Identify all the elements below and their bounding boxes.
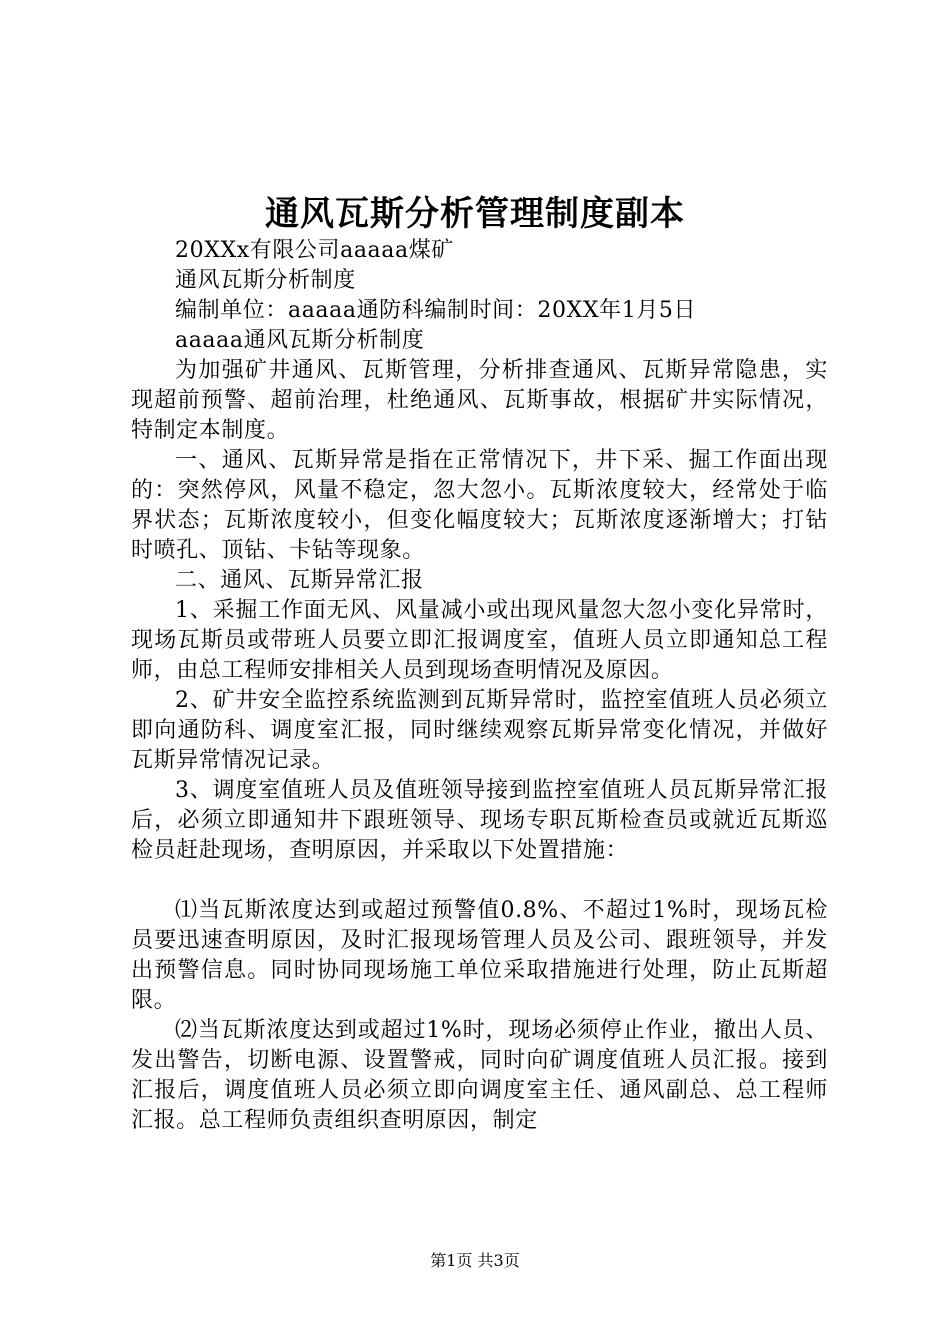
document-title: 通风瓦斯分析管理制度副本 [265,194,685,234]
paragraph-item-3: 3、调度室值班人员及值班领导接到监控室值班人员瓦斯异常汇报后，必须立即通知井下跟班领导、现场专职瓦斯检查员或就近瓦斯巡检员赶赴现场，查明原因，并采取以下处置措施： [131,778,828,863]
paragraph-item-2: 2、矿井安全监控系统监测到瓦斯异常时，监控室值班人员必须立即向通防科、调度室汇报，同时继续观察瓦斯异常变化情况，并做好瓦斯异常情况记录。 [131,688,828,773]
paragraph-section-1: 一、通风、瓦斯异常是指在正常情况下，井下采、掘工作面出现的：突然停风，风量不稳定，忽大忽小。瓦斯浓度较大，经常处于临界状态；瓦斯浓度较小，但变化幅度较大；瓦斯浓度逐渐增大；打钻时喷孔、顶钻、卡钻等现象。 [131,448,828,563]
paragraph-measure-2: ⑵当瓦斯浓度达到或超过1%时，现场必须停止作业，撤出人员、发出警告，切断电源、设置警戒，同时向矿调度值班人员汇报。接到汇报后，调度值班人员必须立即向调度室主任、通风副总、总工程师汇报。总工程师负责组织查明原因，制定 [131,1018,828,1133]
header-line-compiler: 编制单位：aaaaa通防科编制时间：20XX年1月5日 [175,298,697,323]
section-heading-2: 二、通风、瓦斯异常汇报 [175,568,424,593]
header-line-system-name: 通风瓦斯分析制度 [175,268,356,293]
paragraph-measure-1: ⑴当瓦斯浓度达到或超过预警值0.8%、不超过1%时，现场瓦检员要迅速查明原因，及时汇报现场管理人员及公司、跟班领导，并发出预警信息。同时协同现场施工单位采取措施进行处理，防止瓦斯超限。 [131,898,828,1013]
paragraph-spacer [131,866,828,896]
header-line-company: 20XXx有限公司aaaaa煤矿 [175,238,454,263]
header-line-subtitle: aaaaa通风瓦斯分析制度 [175,328,425,353]
document-body [131,236,828,1136]
page-footer: 第1页 共3页 [430,1251,520,1270]
paragraph-item-1: 1、采掘工作面无风、风量减小或出现风量忽大忽小变化异常时，现场瓦斯员或带班人员要立即汇报调度室，值班人员立即通知总工程师，由总工程师安排相关人员到现场查明情况及原因。 [131,598,828,683]
paragraph-intro: 为加强矿井通风、瓦斯管理，分析排查通风、瓦斯异常隐患，实现超前预警、超前治理，杜绝通风、瓦斯事故，根据矿井实际情况，特制定本制度。 [131,358,828,443]
